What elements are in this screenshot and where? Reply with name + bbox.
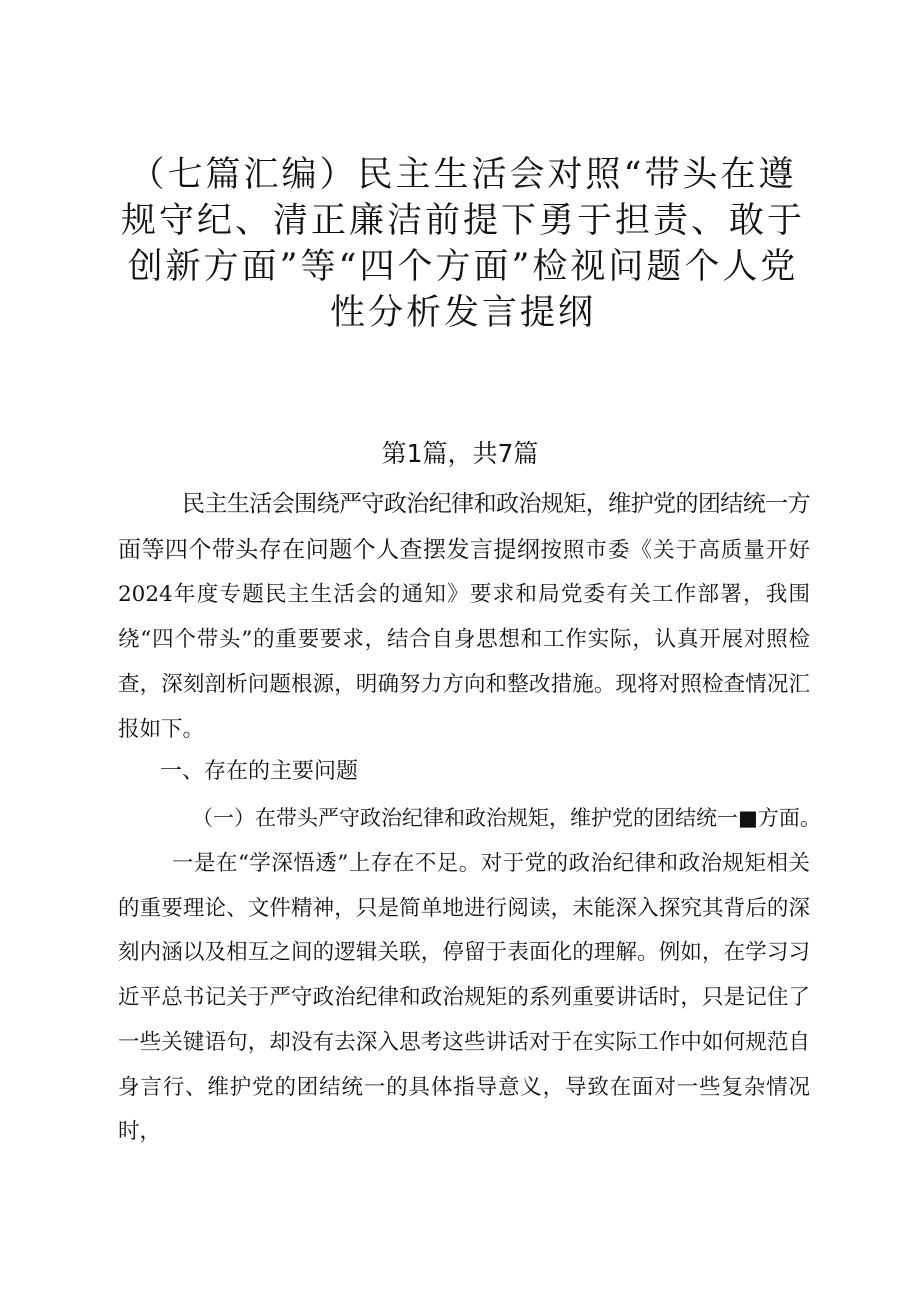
part-heading: 第1篇，共7篇 bbox=[381, 439, 539, 468]
sub-heading: （一）在带头严守政治纪律和政治规矩，维护党的团结统一■方面。 bbox=[192, 806, 821, 830]
section-heading: 一、存在的主要问题 bbox=[160, 759, 359, 784]
document-title: （七篇汇编）民主生活会对照“带头在遵规守纪、清正廉洁前提下勇于担责、敢于创新方面”等“四个方面”检视问题个人党性分析发言提纲 bbox=[120, 155, 805, 333]
intro-text: 按照市委《关于高质量开好2024年度专题民主生活会的通知》要求和局党委有关工作部署，我围绕“四个带头”的重要要求，结合自身思想和工作实际，认真开展对照检查，深刻剖析问题根源，明确努力方向和整改措施。现将对照检查情况汇报如下。 bbox=[118, 537, 810, 742]
body-paragraph: 一是在“学深悟透”上存在不足。对于党的政治纪律和政治规矩相关的重要理论、文件精神，只是简单地进行阅读，未能深入探究其背后的深刻内涵以及相互之间的逻辑关联，停留于表面化的理解。例如，在学习习近平总书记关于严守政治纪律和政治规矩的系列重要讲话时，只是记住了一些关键语句，却没有去深入思考这些讲话对于在实际工作中如何规范自身言行、维护党的团结统一的具体指导意义，导致在面对一些复杂情况时， bbox=[118, 851, 810, 1145]
intro-lead-title: 民主生活会围绕严守政治纪律和政治规矩，维护党的团结统一方面等四个带头存在问题个人查摆发言提纲 bbox=[118, 491, 810, 563]
intro-paragraph bbox=[118, 482, 810, 752]
